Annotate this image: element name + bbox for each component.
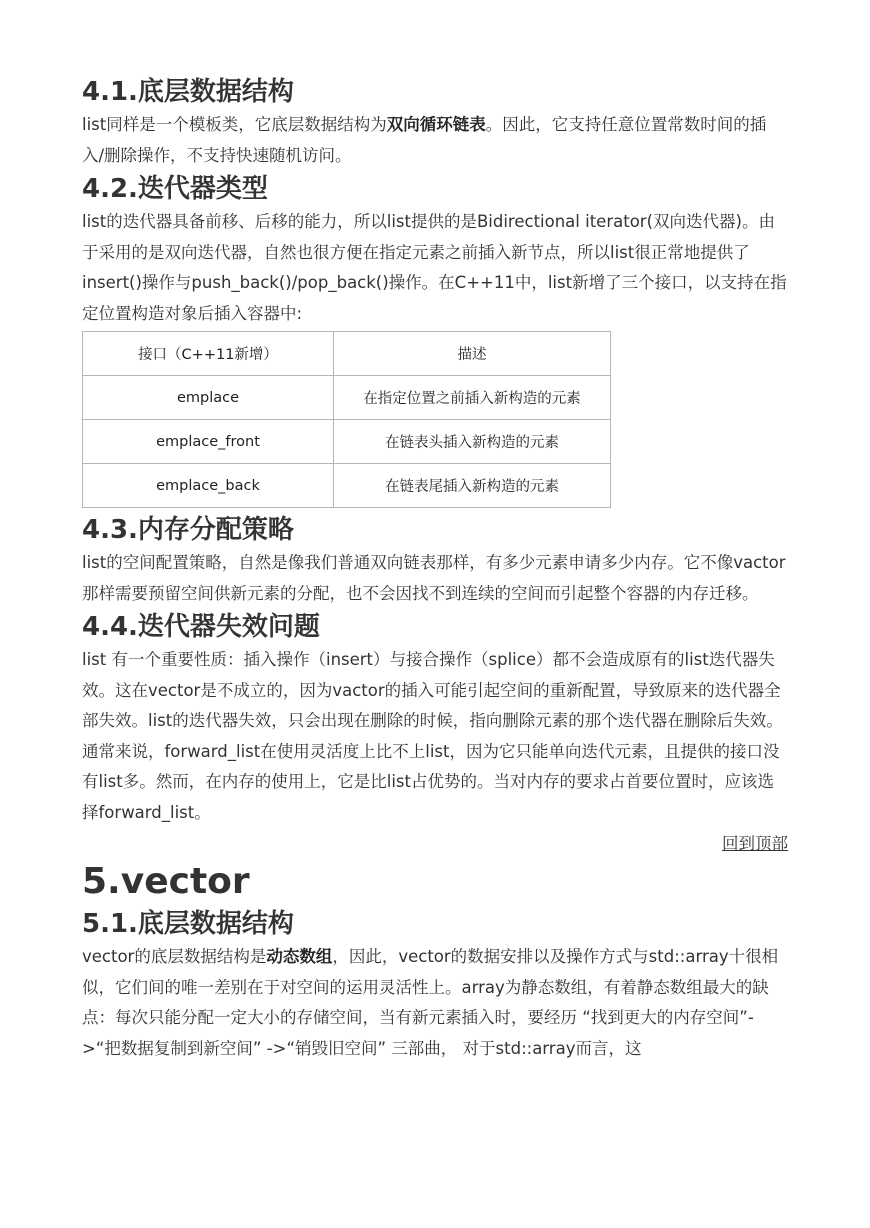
section-4-4-paragraph-1: list 有一个重要性质：插入操作（insert）与接合操作（splice）都不会造成原有的list迭代器失效。这在vector是不成立的，因为vactor的插入可能引起空间的重新配置，导致原来的迭代器全部失效。list的迭代器失效，只会出现在删除的时候，指向删除元素的那个迭代器在删除后失效。 [82, 650, 783, 730]
section-5-heading: 5.vector [82, 861, 250, 902]
table-cell: 在链表尾插入新构造的元素 [334, 464, 611, 508]
text-span: 。因此，它支持任意位置常数时间的插入/删除操作，不支持快速随机访问。 [82, 115, 767, 165]
table-header-cell: 描述 [334, 332, 611, 376]
text-span: vector的底层数据结构是 [82, 947, 267, 966]
section-4-1-heading: 4.1.底层数据结构 [82, 77, 294, 107]
text-span: ，因此，vector的数据安排以及操作方式与std::array十很相似，它们间的唯一差别在于对空间的运用灵活性上。array为静态数组，有着静态数组最大的缺点：每次只能分配一定大小的存储空间，当有新元素插入时，要经历 “找到更大的内存空间”->“把数据复制到新空间” ->“销毁旧空间” 三部曲， 对于std::array而言，这 [82, 947, 779, 1058]
table-row [83, 464, 611, 508]
section-4-4-heading: 4.4.迭代器失效问题 [82, 612, 320, 642]
table-row [83, 420, 611, 464]
table-cell: 在链表头插入新构造的元素 [334, 420, 611, 464]
section-5-1-paragraph [82, 942, 788, 1064]
table-row [83, 376, 611, 420]
bold-term: 动态数组 [266, 947, 333, 966]
table-cell: emplace_front [83, 420, 334, 464]
document-content [82, 74, 788, 1064]
text-span: list同样是一个模板类，它底层数据结构为 [82, 115, 387, 134]
section-4-2-paragraph: list的迭代器具备前移、后移的能力，所以list提供的是Bidirectional iterator(双向迭代器)。由于采用的是双向迭代器，自然也很方便在指定元素之前插入新节点，所以list很正常地提供了insert()操作与push_back()/pop_back()操作。在C++11中，list新增了三个接口，以支持在指定位置构造对象后插入容器中: [82, 212, 787, 323]
section-4-3-paragraph: list的空间配置策略，自然是像我们普通双向链表那样，有多少元素申请多少内存。它不像vactor那样需要预留空间供新元素的分配，也不会因找不到连续的空间而引起整个容器的内存迁移。 [82, 553, 786, 603]
section-4-1-paragraph [82, 110, 788, 171]
table-header-cell: 接口（C++11新增） [83, 332, 334, 376]
bold-term: 双向循环链表 [386, 115, 486, 134]
back-to-top [82, 830, 788, 858]
section-4-4-paragraph-2: 通常来说，forward_list在使用灵活度上比不上list，因为它只能单向迭代元素，且提供的接口没有list多。然而，在内存的使用上，它是比list占优势的。当对内存的要求占首要位置时，应该选择forward_list。 [82, 741, 780, 822]
interface-table [82, 331, 611, 508]
back-to-top-link[interactable]: 回到顶部 [722, 834, 788, 853]
table-cell: emplace_back [83, 464, 334, 508]
section-4-3-heading: 4.3.内存分配策略 [82, 515, 294, 545]
section-4-2-heading: 4.2.迭代器类型 [82, 174, 268, 204]
table-cell: emplace [83, 376, 334, 420]
section-5-1-heading: 5.1.底层数据结构 [82, 909, 294, 939]
table-header-row [83, 332, 611, 376]
table-cell: 在指定位置之前插入新构造的元素 [334, 376, 611, 420]
